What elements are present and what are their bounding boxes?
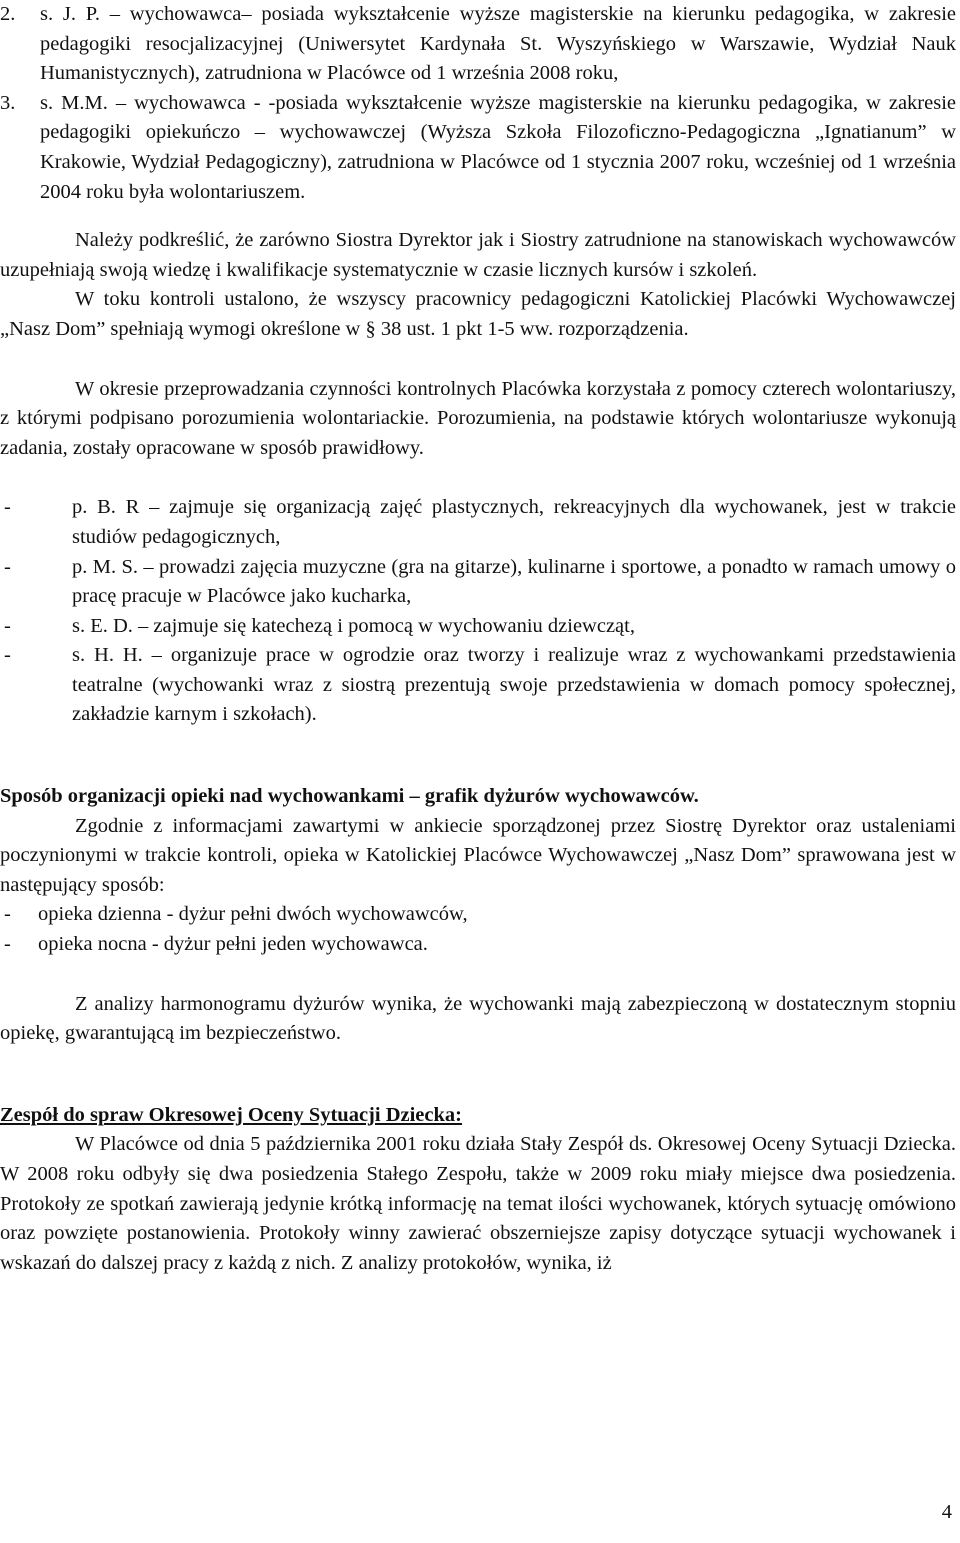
training-paragraph: Należy podkreślić, że zarówno Siostra Dyrektor jak i Siostry zatrudnione na stanowiskach wychowawców uzupełniają swoją wiedzę i kwalifikacje systematycznie w czasie licznych kursów i szkoleń.	[0, 229, 956, 281]
list-dash: -	[4, 644, 11, 667]
care-item-text: opieka nocna - dyżur pełni jeden wychowawca.	[38, 933, 428, 956]
team-section-heading: Zespół do spraw Okresowej Oceny Sytuacji Dziecka:	[0, 1103, 462, 1126]
staff-list-text: s. J. P. – wychowawca– posiada wykształcenie wyższe magisterskie na kierunku pedagogika, w zakresie pedagogiki resocjalizacyjnej (Uniwersytet Kardynała St. Wyszyńskiego w Warszawie, Wydział Nauk Humanistycznych), zatrudniona w Placówce od 1 września 2008 roku,	[40, 3, 956, 85]
volunteer-text: s. H. H. – organizuje prace w ogrodzie oraz tworzy i realizuje wraz z wychowankami przedstawienia teatralne (wychowanki wraz z siostrą prezentują swoje przedstawienia w domach pomocy społecznej, zakładzie karnym i szkołach).	[72, 644, 956, 726]
volunteer-text: p. M. S. – prowadzi zajęcia muzyczne (gra na gitarze), kulinarne i sportowe, a ponadto w ramach umowy o pracę pracuje w Placówce jako kucharka,	[72, 555, 956, 608]
care-list	[0, 900, 960, 959]
list-dash: -	[4, 933, 11, 956]
care-section-intro: Zgodnie z informacjami zawartymi w ankiecie sporządzonej przez Siostrę Dyrektor oraz ustaleniami poczynionymi w trakcie kontroli, opieka w Katolickiej Placówce Wychowawczej „Nasz Dom” sprawowana jest w następujący sposób:	[0, 814, 956, 896]
staff-list-item-3	[0, 89, 956, 207]
volunteers-paragraph: W okresie przeprowadzania czynności kontrolnych Placówka korzystała z pomocy czterech wolontariuszy, z którymi podpisano porozumienia wolontariackie. Porozumienia, na podstawie których wolontariusze wykonują zadania, zostały opracowane w sposób prawidłowy.	[0, 377, 956, 459]
list-item	[0, 493, 960, 552]
staff-list-item-2	[0, 0, 956, 89]
volunteer-text: s. E. D. – zajmuje się katechezą i pomocą w wychowaniu dziewcząt,	[72, 614, 635, 637]
staff-list-text: s. M.M. – wychowawca - -posiada wykształcenie wyższe magisterskie na kierunku pedagogika, w zakresie pedagogiki opiekuńczo – wychowawczej (Wyższa Szkoła Filozoficzno-Pedagogiczna „Ignatianum” w Krakowie, Wydział Pedagogiczny), zatrudniona w Placówce od 1 stycznia 2007 roku, wcześniej od 1 września 2004 roku była wolontariuszem.	[40, 91, 956, 203]
care-item-text: opieka dzienna - dyżur pełni dwóch wychowawców,	[38, 903, 468, 926]
care-section-conclusion: Z analizy harmonogramu dyżurów wynika, że wychowanki mają zabezpieczoną w dostatecznym stopniu opiekę, gwarantującą im bezpieczeństwo.	[0, 992, 956, 1045]
control-paragraph: W toku kontroli ustalono, że wszyscy pracownicy pedagogiczni Katolickiej Placówki Wychowawczej „Nasz Dom” spełniają wymogi określone w § 38 ust. 1 pkt 1-5 ww. rozporządzenia.	[0, 288, 956, 340]
list-item	[0, 641, 960, 730]
list-dash: -	[4, 496, 11, 519]
staff-list-number: 2.	[0, 3, 16, 25]
list-dash: -	[4, 614, 11, 637]
list-item	[0, 900, 960, 930]
volunteer-list	[0, 493, 960, 730]
list-dash: -	[4, 903, 11, 926]
list-item	[0, 553, 960, 612]
list-dash: -	[4, 555, 11, 578]
care-section-heading: Sposób organizacji opieki nad wychowankami – grafik dyżurów wychowawców.	[0, 785, 699, 808]
team-section-text: W Placówce od dnia 5 października 2001 roku działa Stały Zespół ds. Okresowej Oceny Sytuacji Dziecka. W 2008 roku odbyły się dwa posiedzenia Stałego Zespołu, także w 2009 roku miały miejsce dwa posiedzenia. Protokoły ze spotkań zawierają jedynie krótką informację na temat ilości wychowanek, których sytuację omówiono oraz powzięte postanowienia. Protokoły winny zawierać obszerniejsze zapisy dotyczące sytuacji wychowanek i wskazań do dalszej pracy z każdą z nich. Z analizy protokołów, wynika, iż	[0, 1133, 956, 1274]
list-item	[0, 612, 960, 642]
staff-list-number: 3.	[0, 91, 16, 114]
volunteer-text: p. B. R – zajmuje się organizacją zajęć plastycznych, rekreacyjnych dla wychowanek, jest w trakcie studiów pedagogicznych,	[72, 496, 956, 548]
page-number: 4	[941, 1501, 952, 1523]
list-item	[0, 930, 960, 960]
